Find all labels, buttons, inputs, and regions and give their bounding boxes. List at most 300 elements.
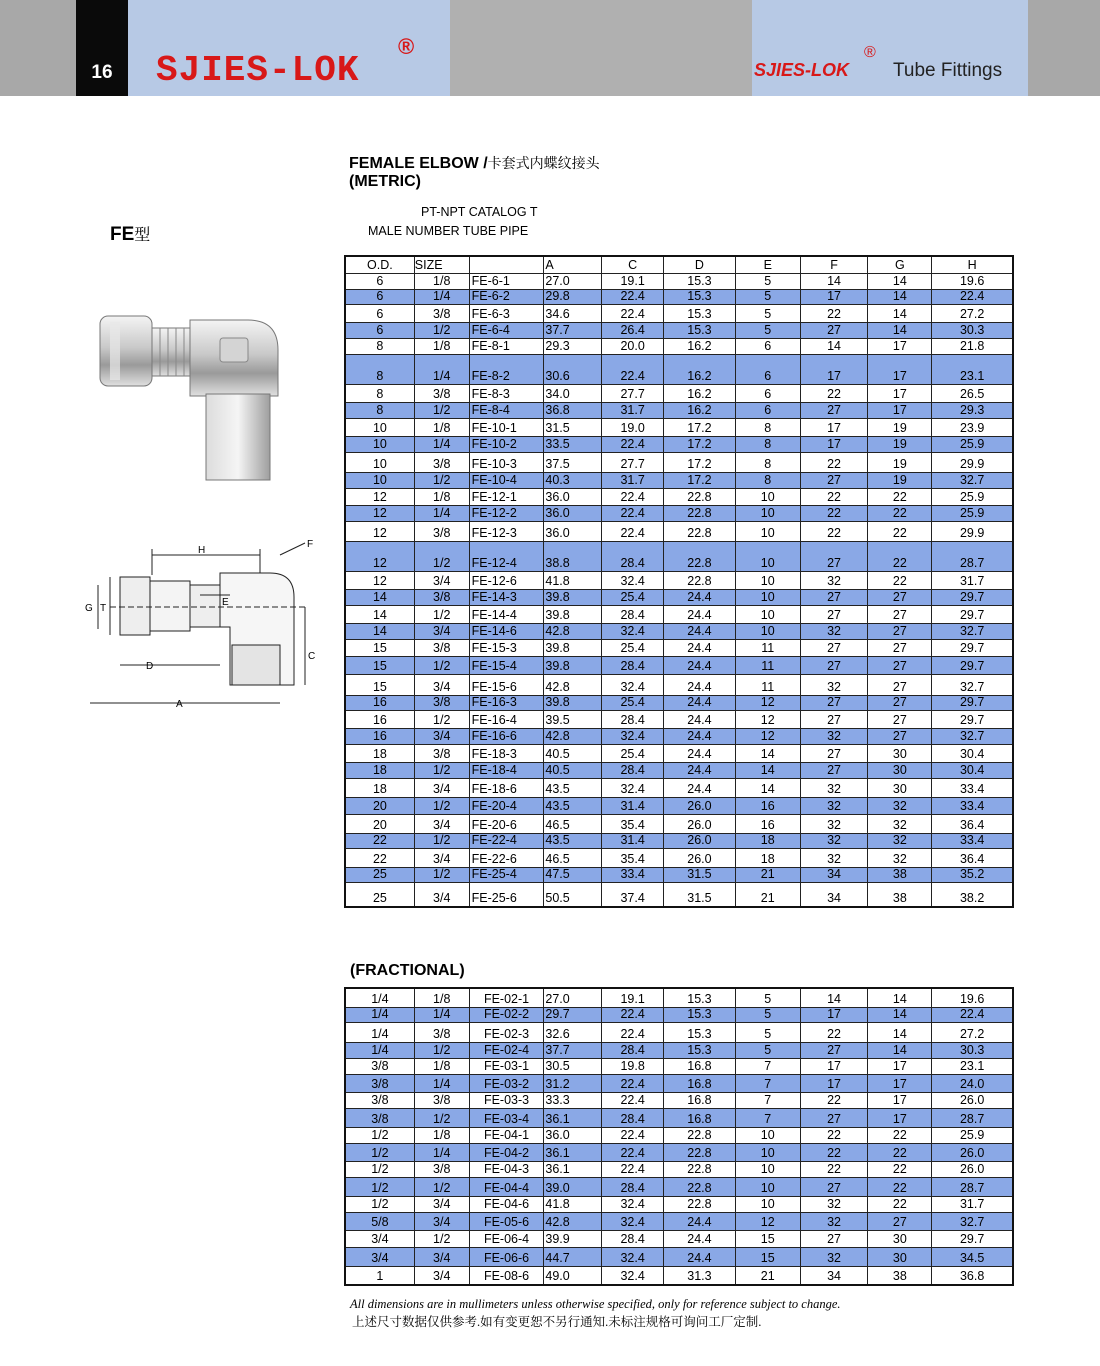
cell-h: 32.7 — [959, 680, 985, 694]
cell-h: 27.2 — [959, 1027, 985, 1041]
cell-d: 16.2 — [664, 385, 736, 402]
table-row — [346, 696, 1012, 711]
column-subheading-1: PT-NPT CATALOG T — [421, 205, 538, 219]
cell-h: 34.5 — [959, 1251, 985, 1265]
cell-size: 1/2 — [415, 834, 470, 848]
cell-size: 1/4 — [415, 437, 470, 452]
cell-g: 27 — [868, 657, 932, 674]
cell-e: 8 — [736, 437, 801, 452]
cell-a: 40.5 — [544, 745, 602, 762]
cell-e: 5 — [736, 274, 801, 289]
cell-a: 30.6 — [544, 355, 602, 384]
cell-h: 32.7 — [959, 729, 985, 743]
cell-e: 11 — [736, 657, 801, 674]
cell-a: 33.3 — [544, 1093, 602, 1108]
cell-size: 3/8 — [415, 590, 470, 605]
cell-a: 36.8 — [544, 403, 602, 418]
column-header-h: H — [967, 257, 977, 272]
cell-g: 14 — [868, 305, 932, 322]
cell-od: 3/8 — [346, 1075, 415, 1092]
table-row — [346, 1178, 1012, 1197]
cell-part: FE-14-6 — [470, 624, 545, 639]
cell-a: 39.9 — [544, 1231, 602, 1247]
cell-size: 3/8 — [415, 1023, 470, 1042]
table-row — [346, 1213, 1012, 1231]
cell-e: 10 — [736, 1197, 801, 1212]
cell-c: 32.4 — [602, 1248, 664, 1266]
cell-c: 32.4 — [602, 1213, 664, 1230]
cell-a: 36.1 — [544, 1144, 602, 1161]
cell-d: 15.3 — [664, 1043, 736, 1058]
product-title-en: FEMALE ELBOW / — [349, 155, 488, 172]
cell-c: 27.7 — [602, 453, 664, 472]
cell-h: 29.3 — [959, 403, 985, 417]
cell-size: 1/2 — [415, 798, 470, 814]
cell-od: 6 — [346, 323, 415, 338]
cell-e: 11 — [736, 640, 801, 656]
cell-f: 32 — [801, 1213, 869, 1230]
cell-g: 30 — [868, 1248, 932, 1266]
cell-g: 22 — [868, 506, 932, 521]
cell-size: 1/2 — [415, 1178, 470, 1196]
cell-e: 5 — [736, 290, 801, 304]
cell-g: 27 — [868, 696, 932, 710]
column-header-d: D — [664, 257, 736, 273]
cell-part: FE-06-4 — [470, 1231, 545, 1247]
cell-od: 16 — [346, 711, 415, 728]
cell-h: 30.4 — [959, 763, 985, 777]
cell-f: 14 — [801, 989, 869, 1007]
cell-size: 1/8 — [415, 989, 470, 1007]
cell-f: 32 — [801, 572, 869, 589]
cell-g: 22 — [868, 489, 932, 505]
cell-d: 17.2 — [664, 419, 736, 436]
cell-a: 40.3 — [544, 473, 602, 488]
cell-size: 3/4 — [415, 815, 470, 833]
cell-d: 22.8 — [664, 506, 736, 521]
cell-size: 1/2 — [415, 711, 470, 728]
cell-h: 29.7 — [959, 608, 985, 622]
cell-size: 3/8 — [415, 453, 470, 472]
cell-f: 27 — [801, 696, 869, 710]
cell-d: 16.8 — [664, 1109, 736, 1127]
cell-size: 3/4 — [415, 675, 470, 695]
table-row — [346, 1093, 1012, 1109]
cell-size: 1/2 — [415, 606, 470, 623]
cell-c: 22.4 — [602, 522, 664, 541]
cell-f: 32 — [801, 1197, 869, 1212]
table-row — [346, 290, 1012, 305]
table-row — [346, 657, 1012, 675]
cell-size: 3/4 — [415, 883, 470, 906]
cell-c: 28.4 — [602, 1043, 664, 1058]
cell-f: 34 — [801, 868, 869, 882]
drawing-label-d: D — [146, 661, 154, 672]
cell-e: 21 — [736, 1267, 801, 1284]
cell-a: 37.7 — [544, 323, 602, 338]
table-row — [346, 798, 1012, 815]
cell-a: 40.5 — [544, 763, 602, 778]
cell-a: 36.1 — [544, 1109, 602, 1127]
cell-f: 22 — [801, 1144, 869, 1161]
cell-g: 27 — [868, 675, 932, 695]
cell-size: 1/2 — [415, 403, 470, 418]
cell-g: 22 — [868, 1197, 932, 1212]
cell-h: 25.9 — [959, 506, 985, 520]
cell-d: 26.0 — [664, 834, 736, 848]
drawing-label-t: T — [100, 603, 107, 614]
cell-a: 43.5 — [544, 779, 602, 797]
cell-d: 16.2 — [664, 355, 736, 384]
table-row — [346, 624, 1012, 640]
cell-d: 24.4 — [664, 696, 736, 710]
cell-h: 25.9 — [959, 1128, 985, 1142]
cell-h: 28.7 — [959, 556, 985, 570]
table-row — [346, 1248, 1012, 1267]
cell-a: 44.7 — [544, 1248, 602, 1266]
cell-c: 22.4 — [602, 355, 664, 384]
cell-g: 17 — [868, 1059, 932, 1074]
cell-a: 41.8 — [544, 1197, 602, 1212]
cell-a: 29.3 — [544, 339, 602, 354]
cell-part: FE-03-1 — [470, 1059, 545, 1074]
cell-d: 31.5 — [664, 868, 736, 882]
cell-f: 32 — [801, 675, 869, 695]
cell-e: 10 — [736, 624, 801, 639]
cell-a: 42.8 — [544, 675, 602, 695]
cell-od: 8 — [346, 339, 415, 354]
table-row — [346, 606, 1012, 624]
table-row — [346, 355, 1012, 385]
table-row — [346, 522, 1012, 542]
cell-od: 6 — [346, 290, 415, 304]
cell-size: 1/2 — [415, 1109, 470, 1127]
cell-g: 22 — [868, 522, 932, 541]
cell-size: 3/8 — [415, 1162, 470, 1177]
cell-c: 25.4 — [602, 640, 664, 656]
cell-e: 7 — [736, 1093, 801, 1108]
cell-h: 25.9 — [959, 437, 985, 451]
cell-e: 21 — [736, 883, 801, 906]
page-number: 16 — [91, 62, 113, 83]
drawing-label-h: H — [198, 545, 206, 556]
cell-a: 32.6 — [544, 1023, 602, 1042]
cell-a: 46.5 — [544, 815, 602, 833]
cell-g: 32 — [868, 815, 932, 833]
cell-f: 32 — [801, 624, 869, 639]
cell-g: 38 — [868, 1267, 932, 1284]
cell-part: FE-25-6 — [470, 883, 545, 906]
cell-d: 22.8 — [664, 522, 736, 541]
cell-c: 28.4 — [602, 1178, 664, 1196]
cell-od: 22 — [346, 834, 415, 848]
cell-f: 32 — [801, 779, 869, 797]
cell-part: FE-04-2 — [470, 1144, 545, 1161]
cell-part: FE-6-1 — [470, 274, 545, 289]
cell-c: 22.4 — [602, 1075, 664, 1092]
cell-part: FE-12-4 — [470, 542, 545, 571]
table-row — [346, 1267, 1012, 1284]
cell-g: 17 — [868, 385, 932, 402]
table-row — [346, 883, 1012, 906]
cell-g: 30 — [868, 745, 932, 762]
cell-a: 38.8 — [544, 542, 602, 571]
cell-part: FE-8-4 — [470, 403, 545, 418]
cell-g: 32 — [868, 834, 932, 848]
cell-g: 32 — [868, 849, 932, 867]
cell-e: 5 — [736, 323, 801, 338]
cell-size: 3/4 — [415, 1267, 470, 1284]
cell-od: 8 — [346, 385, 415, 402]
cell-c: 33.4 — [602, 868, 664, 882]
cell-h: 29.9 — [959, 526, 985, 540]
cell-part: FE-04-4 — [470, 1178, 545, 1196]
product-title — [349, 153, 600, 173]
table-row — [346, 305, 1012, 323]
cell-f: 17 — [801, 1075, 869, 1092]
cell-d: 22.8 — [664, 489, 736, 505]
cell-od: 3/4 — [346, 1248, 415, 1266]
cell-size: 1/2 — [415, 657, 470, 674]
cell-c: 22.4 — [602, 290, 664, 304]
cell-size: 1/2 — [415, 1231, 470, 1247]
cell-size: 3/8 — [415, 385, 470, 402]
cell-od: 18 — [346, 745, 415, 762]
cell-part: FE-03-2 — [470, 1075, 545, 1092]
cell-c: 22.4 — [602, 437, 664, 452]
cell-od: 20 — [346, 815, 415, 833]
table-row — [346, 1197, 1012, 1213]
cell-f: 27 — [801, 763, 869, 778]
cell-h: 26.0 — [959, 1146, 985, 1160]
cell-f: 34 — [801, 1267, 869, 1284]
cell-g: 27 — [868, 624, 932, 639]
cell-od: 20 — [346, 798, 415, 814]
cell-g: 19 — [868, 473, 932, 488]
cell-size: 3/4 — [415, 1248, 470, 1266]
cell-h: 33.4 — [959, 782, 985, 796]
cell-od: 1 — [346, 1267, 415, 1284]
cell-f: 22 — [801, 506, 869, 521]
cell-a: 30.5 — [544, 1059, 602, 1074]
cell-d: 16.8 — [664, 1059, 736, 1074]
cell-size: 1/4 — [415, 1008, 470, 1022]
cell-part: FE-6-2 — [470, 290, 545, 304]
cell-d: 16.2 — [664, 339, 736, 354]
cell-a: 42.8 — [544, 729, 602, 744]
cell-e: 10 — [736, 590, 801, 605]
cell-d: 16.8 — [664, 1075, 736, 1092]
cell-c: 22.4 — [602, 1008, 664, 1022]
cell-e: 10 — [736, 1144, 801, 1161]
cell-part: FE-02-2 — [470, 1008, 545, 1022]
cell-g: 22 — [868, 572, 932, 589]
cell-size: 3/4 — [415, 1197, 470, 1212]
cell-part: FE-16-3 — [470, 696, 545, 710]
cell-f: 27 — [801, 590, 869, 605]
table-row — [346, 1109, 1012, 1128]
cell-od: 12 — [346, 506, 415, 521]
table-row — [346, 542, 1012, 572]
cell-c: 28.4 — [602, 657, 664, 674]
cell-g: 27 — [868, 640, 932, 656]
cell-h: 27.2 — [959, 307, 985, 321]
cell-c: 22.4 — [602, 506, 664, 521]
cell-part: FE-14-3 — [470, 590, 545, 605]
cell-f: 32 — [801, 849, 869, 867]
cell-size: 3/4 — [415, 849, 470, 867]
cell-g: 17 — [868, 339, 932, 354]
cell-g: 19 — [868, 453, 932, 472]
cell-f: 27 — [801, 711, 869, 728]
cell-g: 27 — [868, 729, 932, 744]
cell-od: 22 — [346, 849, 415, 867]
cell-f: 27 — [801, 657, 869, 674]
cell-e: 8 — [736, 473, 801, 488]
cell-g: 27 — [868, 711, 932, 728]
header-band-right — [1028, 0, 1100, 96]
cell-h: 36.4 — [959, 852, 985, 866]
cell-g: 14 — [868, 274, 932, 289]
column-header-c: C — [602, 257, 664, 273]
cell-c: 19.0 — [602, 419, 664, 436]
cell-d: 22.8 — [664, 1178, 736, 1196]
cell-f: 32 — [801, 1248, 869, 1266]
cell-h: 32.7 — [959, 624, 985, 638]
cell-od: 1/2 — [346, 1162, 415, 1177]
cell-d: 22.8 — [664, 572, 736, 589]
cell-part: FE-04-6 — [470, 1197, 545, 1212]
cell-g: 22 — [868, 1178, 932, 1196]
cell-f: 27 — [801, 473, 869, 488]
cell-part: FE-08-6 — [470, 1267, 545, 1284]
cell-od: 1/2 — [346, 1144, 415, 1161]
cell-g: 38 — [868, 883, 932, 906]
cell-e: 8 — [736, 453, 801, 472]
brand-small-text: SJIES-LOK — [754, 60, 850, 80]
cell-h: 29.7 — [959, 696, 985, 709]
cell-g: 30 — [868, 1231, 932, 1247]
cell-g: 14 — [868, 290, 932, 304]
cell-e: 18 — [736, 834, 801, 848]
cell-e: 6 — [736, 339, 801, 354]
cell-a: 34.0 — [544, 385, 602, 402]
cell-d: 24.4 — [664, 640, 736, 656]
cell-d: 15.3 — [664, 274, 736, 289]
cell-e: 10 — [736, 1128, 801, 1143]
table-row — [346, 745, 1012, 763]
cell-c: 31.7 — [602, 403, 664, 418]
cell-part: FE-22-6 — [470, 849, 545, 867]
cell-part: FE-18-6 — [470, 779, 545, 797]
cell-f: 27 — [801, 403, 869, 418]
cell-part: FE-04-1 — [470, 1128, 545, 1143]
cell-d: 17.2 — [664, 437, 736, 452]
cell-e: 14 — [736, 763, 801, 778]
table-row — [346, 815, 1012, 834]
cell-c: 31.7 — [602, 473, 664, 488]
cell-part: FE-15-3 — [470, 640, 545, 656]
cell-od: 18 — [346, 779, 415, 797]
cell-part: FE-6-3 — [470, 305, 545, 322]
cell-d: 15.3 — [664, 1008, 736, 1022]
cell-h: 33.4 — [959, 799, 985, 813]
cell-g: 17 — [868, 403, 932, 418]
cell-size: 1/8 — [415, 1128, 470, 1143]
cell-e: 6 — [736, 403, 801, 418]
table-row — [346, 506, 1012, 522]
cell-e: 10 — [736, 542, 801, 571]
cell-d: 31.5 — [664, 883, 736, 906]
cell-size: 1/4 — [415, 506, 470, 521]
cell-od: 16 — [346, 696, 415, 710]
cell-size: 3/4 — [415, 624, 470, 639]
cell-size: 1/2 — [415, 763, 470, 778]
cell-c: 25.4 — [602, 745, 664, 762]
cell-part: FE-18-4 — [470, 763, 545, 778]
cell-od: 18 — [346, 763, 415, 778]
cell-g: 27 — [868, 1213, 932, 1230]
cell-g: 14 — [868, 1008, 932, 1022]
cell-size: 3/4 — [415, 779, 470, 797]
cell-part: FE-10-3 — [470, 453, 545, 472]
cell-od: 12 — [346, 489, 415, 505]
column-header-g: G — [868, 257, 932, 273]
header-band-mid — [450, 0, 752, 96]
cell-size: 1/8 — [415, 274, 470, 289]
cell-od: 12 — [346, 542, 415, 571]
cell-a: 36.0 — [544, 522, 602, 541]
cell-c: 37.4 — [602, 883, 664, 906]
cell-e: 10 — [736, 489, 801, 505]
cell-part: FE-18-3 — [470, 745, 545, 762]
cell-part: FE-6-4 — [470, 323, 545, 338]
cell-od: 3/8 — [346, 1109, 415, 1127]
registered-mark-small: ® — [864, 44, 876, 61]
cell-h: 36.8 — [959, 1269, 985, 1283]
cell-d: 26.0 — [664, 849, 736, 867]
cell-e: 10 — [736, 606, 801, 623]
drawing-label-c: C — [308, 651, 316, 662]
cell-part: FE-10-1 — [470, 419, 545, 436]
cell-d: 15.3 — [664, 989, 736, 1007]
cell-part: FE-15-4 — [470, 657, 545, 674]
cell-d: 24.4 — [664, 745, 736, 762]
table-row — [346, 834, 1012, 849]
cell-f: 22 — [801, 1093, 869, 1108]
cell-c: 32.4 — [602, 1197, 664, 1212]
table-row — [346, 1231, 1012, 1248]
cell-f: 32 — [801, 815, 869, 833]
cell-od: 14 — [346, 624, 415, 639]
table-row — [346, 1128, 1012, 1144]
cell-e: 21 — [736, 868, 801, 882]
cell-size: 1/4 — [415, 290, 470, 304]
cell-d: 26.0 — [664, 815, 736, 833]
cell-f: 22 — [801, 385, 869, 402]
table-row — [346, 323, 1012, 339]
cell-od: 1/4 — [346, 1043, 415, 1058]
cell-e: 11 — [736, 675, 801, 695]
cell-e: 5 — [736, 1023, 801, 1042]
cell-f: 22 — [801, 1128, 869, 1143]
cell-part: FE-12-2 — [470, 506, 545, 521]
cell-g: 17 — [868, 1109, 932, 1127]
cell-f: 17 — [801, 355, 869, 384]
cell-part: FE-20-4 — [470, 798, 545, 814]
cell-g: 32 — [868, 798, 932, 814]
cell-a: 47.5 — [544, 868, 602, 882]
